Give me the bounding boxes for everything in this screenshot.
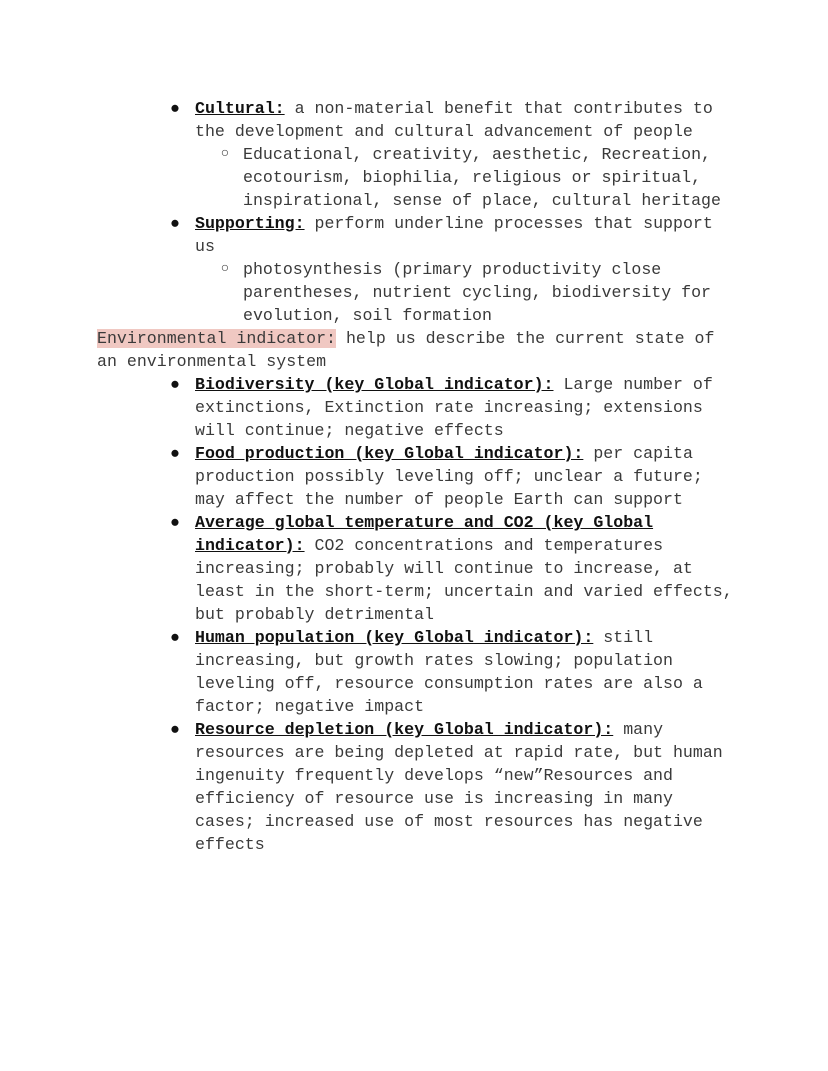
term-label: Supporting: bbox=[195, 214, 305, 233]
item-text: many resources are being depleted at rapid rate, but human ingenuity frequently develops “new”Resources and efficiency of resource use is increasing in many cases; increased use of most resources has negative effects bbox=[195, 720, 723, 854]
sub-list-item bbox=[0, 258, 733, 327]
bullet-icon: ● bbox=[170, 444, 180, 463]
document-page bbox=[0, 97, 828, 856]
item-text: a non-material benefit that contributes to the development and cultural advancement of people bbox=[195, 99, 713, 141]
bullet-icon: ● bbox=[170, 99, 180, 118]
hollow-bullet-icon: ○ bbox=[220, 261, 230, 277]
item-text: Large number of extinctions, Extinction rate increasing; extensions will continue; negative effects bbox=[195, 375, 713, 440]
bullet-icon: ● bbox=[170, 375, 180, 394]
term-label: Food production (key Global indicator): bbox=[195, 444, 584, 463]
item-text: still increasing, but growth rates slowing; population leveling off, resource consumption rates are also a factor; negative impact bbox=[195, 628, 703, 716]
environmental-indicator-paragraph bbox=[0, 327, 717, 373]
highlighted-term: Environmental indicator: bbox=[97, 329, 336, 348]
term-label: Average global temperature and CO2 (key Global indicator): bbox=[195, 513, 654, 555]
sub-list-item bbox=[0, 143, 733, 212]
paragraph-text: help us describe the current state of an environmental system bbox=[97, 329, 715, 371]
term-label: Resource depletion (key Global indicator): bbox=[195, 720, 614, 739]
term-label: Biodiversity (key Global indicator): bbox=[195, 375, 554, 394]
list-item-cultural bbox=[0, 97, 735, 143]
list-item-food-production bbox=[0, 442, 735, 511]
hollow-bullet-icon: ○ bbox=[220, 146, 230, 162]
bullet-icon: ● bbox=[170, 628, 180, 647]
item-text: per capita production possibly leveling off; unclear a future; may affect the number of people Earth can support bbox=[195, 444, 703, 509]
list-item-resource-depletion bbox=[0, 718, 735, 856]
item-text: perform underline processes that support us bbox=[195, 214, 713, 256]
sub-item-text: photosynthesis (primary productivity close parentheses, nutrient cycling, biodiversity for evolution, soil formation bbox=[243, 260, 712, 325]
sub-item-text: Educational, creativity, aesthetic, Recreation, ecotourism, biophilia, religious or spiritual, inspirational, sense of place, cultural heritage bbox=[243, 145, 721, 210]
list-item-human-population bbox=[0, 626, 735, 718]
list-item-supporting bbox=[0, 212, 735, 258]
bullet-icon: ● bbox=[170, 720, 180, 739]
list-item-biodiversity bbox=[0, 373, 735, 442]
term-label: Cultural: bbox=[195, 99, 285, 118]
bullet-icon: ● bbox=[170, 214, 180, 233]
item-text: CO2 concentrations and temperatures increasing; probably will continue to increase, at least in the short-term; uncertain and varied effects, but probably detrimental bbox=[195, 536, 733, 624]
term-label: Human population (key Global indicator): bbox=[195, 628, 594, 647]
list-item-global-temperature bbox=[0, 511, 735, 626]
bullet-icon: ● bbox=[170, 513, 180, 532]
